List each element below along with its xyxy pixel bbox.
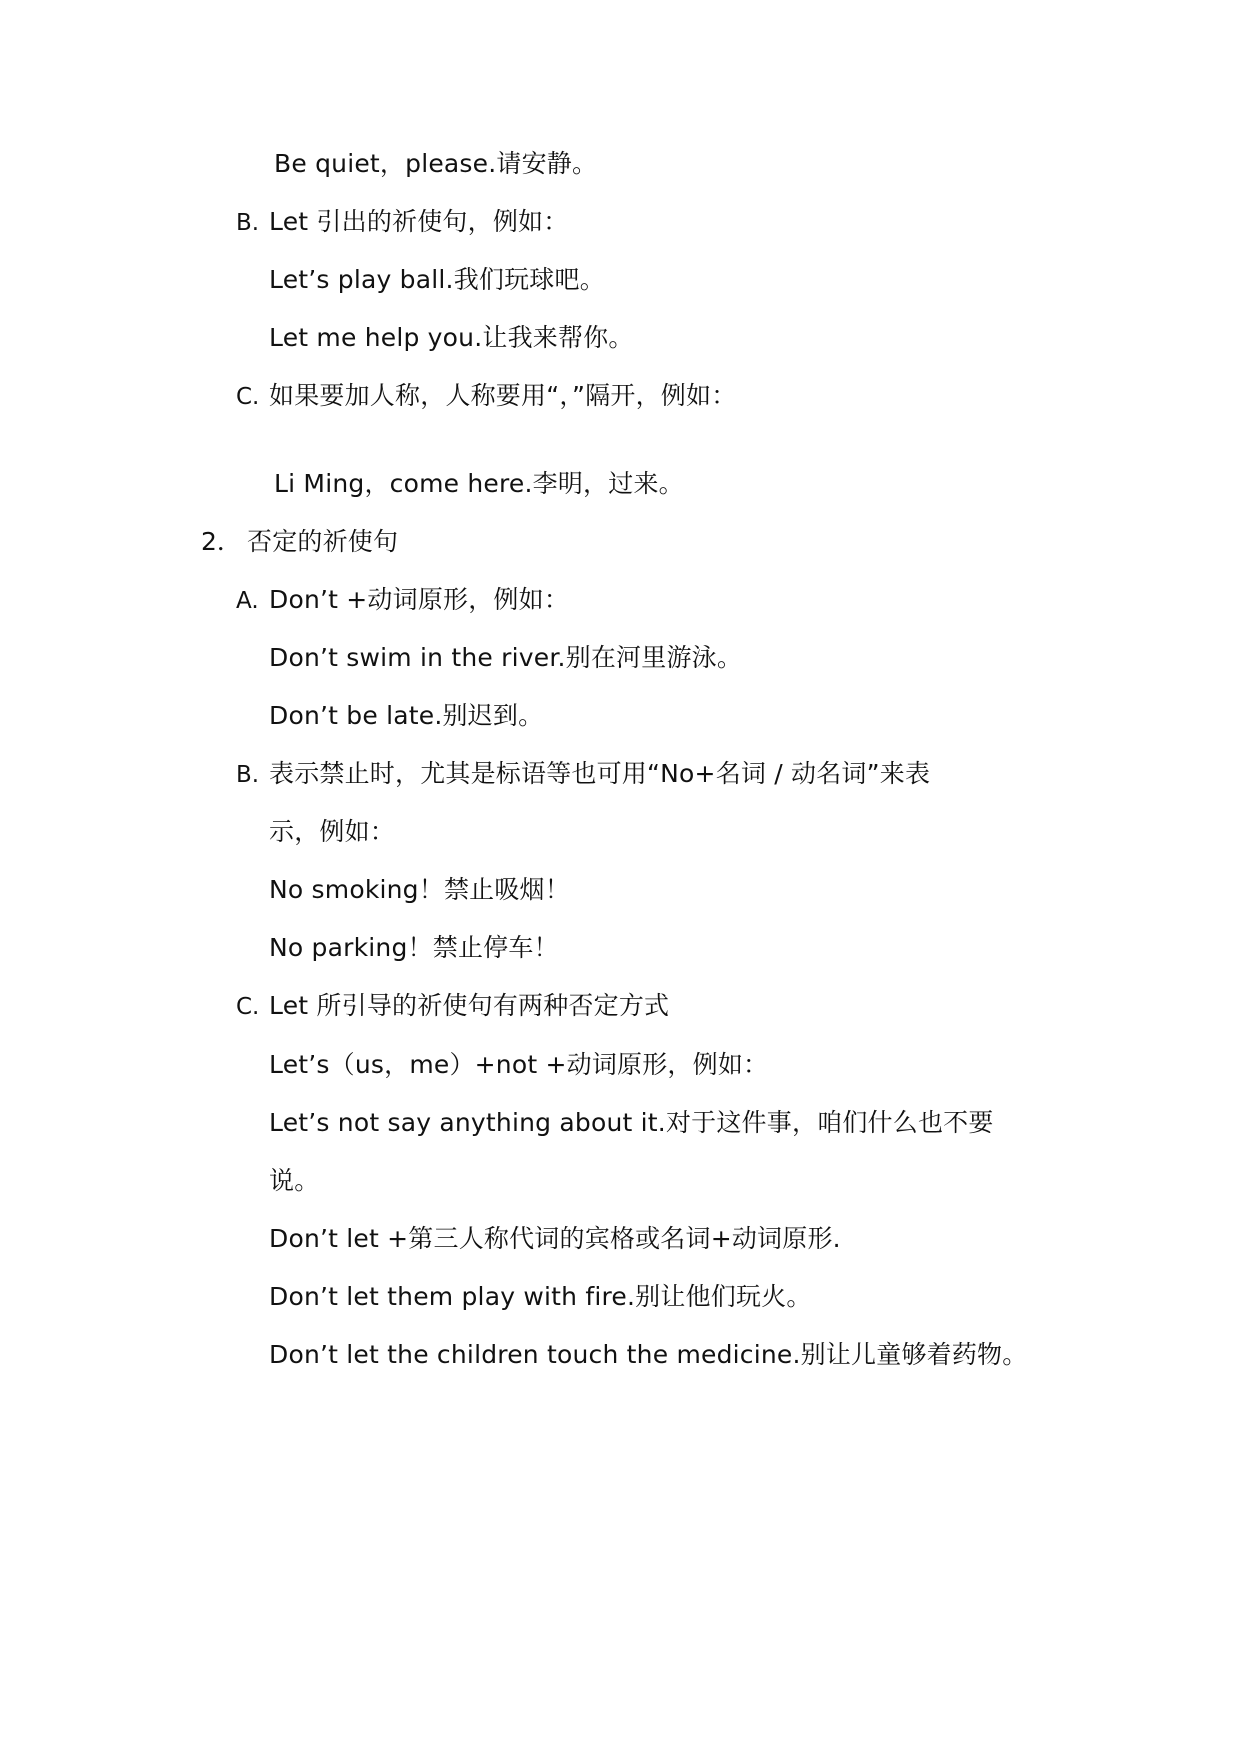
- rule-dont-let: Don’t let +第三人称代词的宾格或名词+动词原形.: [269, 1224, 841, 1253]
- example-dont-let-children: Don’t let the children touch the medicine.别让儿童够着药物。: [269, 1340, 1028, 1369]
- example-lets-not-say: Let’s not say anything about it.对于这件事，咱们什么也不要: [269, 1108, 994, 1137]
- list-marker-c: C.: [236, 384, 260, 410]
- list-marker-c-2: C.: [236, 994, 260, 1020]
- item-let-negation: Let 所引导的祈使句有两种否定方式: [269, 991, 670, 1020]
- section-heading-negative: 否定的祈使句: [247, 527, 399, 556]
- item-no-noun-cont: 示，例如：: [269, 817, 396, 846]
- example-li-ming: Li Ming，come here.李明，过来。: [274, 469, 684, 498]
- example-no-parking: No parking！禁止停车！: [269, 933, 559, 962]
- list-marker-b: B.: [236, 210, 260, 236]
- list-marker-a: A.: [236, 588, 259, 614]
- rule-lets-not: Let’s（us，me）+not +动词原形，例如：: [269, 1050, 769, 1079]
- example-lets-play-ball: Let’s play ball.我们玩球吧。: [269, 265, 605, 294]
- example-dont-let-them: Don’t let them play with fire.别让他们玩火。: [269, 1282, 812, 1311]
- example-no-smoking: No smoking！禁止吸烟！: [269, 875, 570, 904]
- example-dont-swim: Don’t swim in the river.别在河里游泳。: [269, 643, 743, 672]
- example-lets-not-say-cont: 说。: [269, 1166, 320, 1195]
- section-number-2: 2．: [201, 527, 242, 556]
- example-let-me-help: Let me help you.让我来帮你。: [269, 323, 634, 352]
- example-be-quiet: Be quiet，please.请安静。: [274, 149, 598, 178]
- item-let-imperative: Let 引出的祈使句，例如：: [269, 207, 569, 236]
- list-marker-b-2: B.: [236, 762, 260, 788]
- example-dont-be-late: Don’t be late.别迟到。: [269, 701, 544, 730]
- item-no-noun: 表示禁止时，尤其是标语等也可用“No+名词 / 动名词”来表: [269, 759, 931, 788]
- item-add-person: 如果要加人称，人称要用“，”隔开，例如：: [269, 381, 737, 410]
- item-dont-verb: Don’t +动词原形，例如：: [269, 585, 570, 614]
